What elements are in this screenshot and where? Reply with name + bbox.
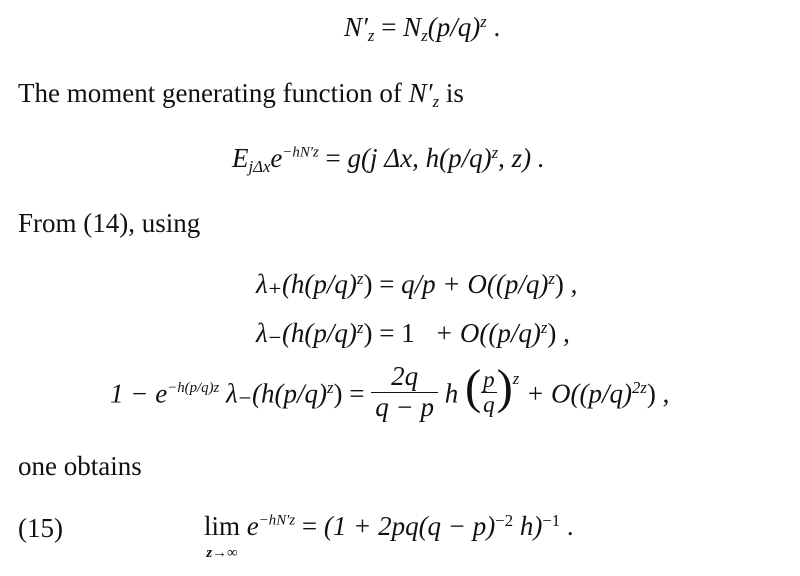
eq15-rhs: (1 + 2pq(q − p): [323, 511, 496, 541]
equation-15-limit: [204, 510, 574, 561]
eq15-rhs-exp2: −1: [542, 510, 561, 530]
eq-lplus-lhs: λ₊(h(p/q): [256, 269, 357, 299]
eq-nz-rhs-sub: z: [421, 26, 428, 46]
left-paren: (: [464, 359, 482, 414]
eq-nz-lhs: N′: [344, 12, 368, 42]
eq-nz-rhs-n: N: [403, 12, 422, 42]
eq-nz-equals: =: [381, 12, 397, 42]
eq-lminus-one: 1: [401, 318, 415, 348]
eq-mgf-rhs-exp: z: [491, 142, 499, 162]
eq-long-paren-exp: z: [512, 368, 520, 388]
eq-long-lhs-mid: λ₋(h(p/q): [226, 378, 327, 409]
equation-long: [110, 359, 670, 426]
limit-operator: [204, 513, 240, 561]
text-mgf-var: N′: [408, 78, 433, 108]
paren-frac-den: q: [483, 391, 495, 417]
equation-mgf: [232, 142, 545, 177]
eq-lminus-rhs-exp: z: [540, 317, 548, 337]
small-fraction: [481, 368, 496, 417]
eq-nz-end: .: [493, 12, 501, 42]
eq-long-equals: =: [349, 378, 365, 409]
eq-mgf-exp: −hN′z: [282, 144, 319, 161]
eq-long-lhs-mid-exp: z: [326, 378, 334, 398]
eq-nz-rhs-paren: (p/q): [427, 12, 481, 42]
eq15-exp-base: e: [246, 511, 259, 541]
eq-lminus-lhs: λ₋(h(p/q): [256, 318, 357, 348]
eq15-equals: =: [301, 511, 318, 541]
equation-number-15: (15): [18, 513, 63, 543]
lim-text: lim: [204, 511, 241, 541]
text-from-14: [18, 210, 200, 237]
eq-lminus-lhs-end: ): [363, 318, 373, 348]
eq-lminus-rhs: + O((p/q): [434, 318, 541, 348]
text-one-obtains: [18, 453, 142, 480]
text-moment-generating: [18, 78, 464, 112]
eq-lplus-lhs-end: ): [363, 269, 373, 299]
lim-subscript: z→∞: [206, 545, 238, 561]
eq-long-tail-exp: 2z: [632, 378, 647, 398]
text-mgf-prefix: The moment generating function of: [18, 78, 409, 108]
eq-lplus-rhs-end: ) ,: [554, 269, 578, 299]
eq-lplus-rhs: q/p + O((p/q): [401, 269, 549, 299]
eq-long-h: h: [444, 378, 459, 409]
eq-lplus-lhs-exp: z: [356, 268, 364, 288]
eq-lminus-lhs-exp: z: [356, 317, 364, 337]
eq-lminus-rhs-end: ) ,: [547, 318, 570, 348]
eq15-exp: −hN′z: [258, 512, 296, 529]
eq-mgf-rhs: g(j Δx, h(p/q): [347, 143, 492, 173]
eq-long-lhs-end: ): [333, 378, 343, 409]
eq-nz-lhs-sub: z: [367, 26, 375, 46]
eq-mgf-exp-base: e: [270, 143, 283, 173]
eq-long-lhs-start: 1 − e: [110, 378, 168, 409]
eq-nz-rhs-exp: z: [480, 11, 487, 31]
eq-lminus-equals: =: [379, 318, 395, 348]
eq-lplus-equals: =: [379, 269, 395, 299]
eq15-rhs-exp: −2: [495, 510, 514, 530]
frac-numerator: 2q: [371, 362, 438, 393]
eq-long-tail-end: ) ,: [646, 378, 670, 409]
equation-nz-prime: [344, 11, 501, 46]
fraction-2q-over-q-minus-p: [371, 362, 438, 422]
text-mgf-suffix: is: [439, 78, 464, 108]
eq-lplus-rhs-exp: z: [548, 268, 555, 288]
eq15-rhs-mid: h): [513, 511, 543, 541]
equation-lambda-minus: [256, 317, 570, 348]
frac-denominator: q − p: [375, 391, 434, 422]
eq-long-tail: + O((p/q): [526, 378, 633, 409]
text-obtains: one obtains: [18, 451, 142, 481]
eq-mgf-e: E: [232, 143, 249, 173]
eq-mgf-rhs-end: , z) .: [498, 143, 545, 173]
eq15-end: .: [560, 511, 574, 541]
text-from: From (14), using: [18, 208, 201, 238]
paren-fraction-p-over-q: [464, 359, 513, 417]
right-paren: ): [496, 359, 513, 414]
eq-mgf-equals: =: [325, 143, 341, 173]
text-mgf-var-sub: z: [432, 92, 440, 112]
eq-mgf-e-sub: jΔx: [248, 157, 271, 177]
equation-lambda-plus: [256, 268, 578, 299]
paren-frac-num: p: [483, 366, 495, 392]
eq-long-lhs-exp: −h(p/q)z: [167, 380, 220, 396]
